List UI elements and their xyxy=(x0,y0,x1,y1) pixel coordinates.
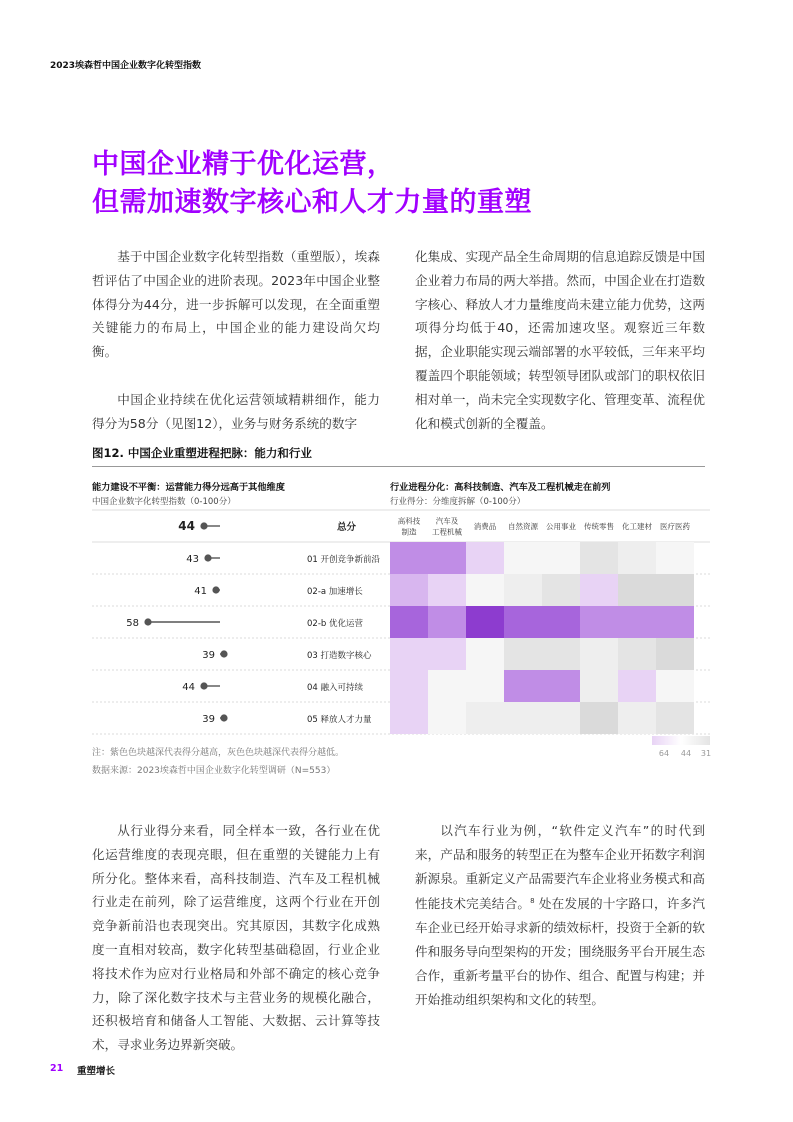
capability-label: 05 释放人才力量 xyxy=(307,715,372,725)
heatmap-cell xyxy=(618,638,656,670)
score-label: 41 xyxy=(194,586,207,597)
heatmap-cell xyxy=(618,606,656,638)
heatmap-cell xyxy=(542,542,580,574)
heatmap-cell xyxy=(580,574,618,606)
heatmap-cell xyxy=(580,606,618,638)
figure-title: 图12. 中国企业重塑进程把脉：能力和行业 xyxy=(92,446,312,460)
heatmap-cell xyxy=(656,574,694,606)
capability-label: 总分 xyxy=(337,522,357,533)
capability-label: 03 打造数字核心 xyxy=(307,651,372,661)
heatmap-cell xyxy=(656,606,694,638)
paragraph: 基于中国企业数字化转型指数（重塑版），埃森哲评估了中国企业的进阶表现。2023年中国企业整体得分为44分，进一步拆解可以发现，在全面重塑关键能力的布局上，中国企业的能力建设尚欠均衡。 xyxy=(92,249,380,360)
heatmap-cell xyxy=(428,638,466,670)
heatmap-cell xyxy=(390,542,428,574)
right-panel-subheading: 行业得分：分维度拆解（0-100分） xyxy=(390,497,526,507)
heatmap-cell xyxy=(428,542,466,574)
heatmap-cell xyxy=(390,606,428,638)
heatmap-cell xyxy=(504,638,542,670)
score-label: 39 xyxy=(202,714,215,725)
heatmap-cell xyxy=(580,702,618,734)
score-label: 44 xyxy=(178,519,195,533)
heatmap-cell xyxy=(656,542,694,574)
figure-source: 数据来源：2023埃森哲中国企业数字化转型调研（N=553） xyxy=(92,766,336,776)
capability-industry-chart xyxy=(92,508,712,760)
footnote-marker: 8 xyxy=(530,897,535,906)
heatmap-cell xyxy=(504,606,542,638)
heatmap-cell xyxy=(428,702,466,734)
heatmap-cell xyxy=(618,542,656,574)
legend-value: 64 xyxy=(658,749,670,758)
heatmap-cell xyxy=(466,638,504,670)
industry-label: 化工建材 xyxy=(622,522,652,531)
heatmap-cell xyxy=(656,638,694,670)
score-dot xyxy=(200,682,207,689)
paragraph: 化集成、实现产品全生命周期的信息追踪反馈是中国企业着力布局的两大举措。然而，中国企业在打造数字核心、释放人才力量维度尚未建立能力优势，这两项得分均低于40，还需加速攻坚。观察近三年数据，企业职能实现云端部署的水平较低，三年来平均覆盖四个职能领域；转型领导团队或部门的职权依旧相对单一，尚未完全实现数字化、管理变革、流程优化和模式创新的全覆盖。 xyxy=(415,249,705,431)
paragraph: 从行业得分来看，同全样本一致，各行业在优化运营维度的表现亮眼，但在重塑的关键能力上有所分化。整体来看，高科技制造、汽车及工程机械行业走在前列，除了运营维度，这两个行业在开创竞争新前沿也表现突出。究其原因，其数字化成熟度一直相对较高，数字化转型基础稳固，行业企业将技术作为应对行业格局和外部不确定的核心竞争力，除了深化数字技术与主营业务的规模化融合，还积极培育和储备人工智能、大数据、云计算等技术，寻求业务边界新突破。 xyxy=(92,823,380,1053)
heatmap-cell xyxy=(542,606,580,638)
heatmap-cell xyxy=(428,606,466,638)
paragraph xyxy=(415,819,705,1012)
heatmap-cell xyxy=(466,542,504,574)
legend-value: 44 xyxy=(680,749,692,758)
right-panel-heading: 行业进程分化：高科技制造、汽车及工程机械走在前列 xyxy=(390,482,611,493)
heatmap-cell xyxy=(504,702,542,734)
heatmap-cell xyxy=(466,606,504,638)
left-panel-heading: 能力建设不平衡：运营能力得分远高于其他维度 xyxy=(92,482,285,493)
heatmap-cell xyxy=(542,638,580,670)
score-dot xyxy=(220,650,227,657)
industry-label: 汽车及 xyxy=(435,516,459,526)
heatmap-cell xyxy=(504,574,542,606)
heatmap-cell xyxy=(580,670,618,702)
paragraph-part: 处在发展的十字路口，许多汽车企业已经开始寻求新的绩效标杆，投资于全新的软件和服务导向型架构的开发；围绕服务平台开展生态合作，重新考量平台的协作、组合、配置与构建；并开始推动组织架构和文化的转型。 xyxy=(415,896,705,1007)
score-label: 58 xyxy=(126,618,139,629)
heatmap-cell xyxy=(466,702,504,734)
score-label: 39 xyxy=(202,650,215,661)
industry-label: 医疗医药 xyxy=(660,522,690,531)
industry-label: 高科技 xyxy=(397,516,421,526)
running-header: 2023埃森哲中国企业数字化转型指数 xyxy=(50,61,202,71)
industry-label: 工程机械 xyxy=(432,527,462,537)
body-column-left xyxy=(92,245,380,436)
heatmap-cell xyxy=(504,670,542,702)
left-panel-subheading: 中国企业数字化转型指数（0-100分） xyxy=(92,497,236,507)
capability-label: 02-b 优化运营 xyxy=(307,619,363,629)
capability-label: 04 融入可持续 xyxy=(307,683,364,693)
capability-label: 01 开创竞争新前沿 xyxy=(307,555,381,565)
heatmap-cell xyxy=(618,670,656,702)
industry-label: 自然资源 xyxy=(508,522,538,531)
body-column-right xyxy=(415,245,705,435)
heatmap-cell xyxy=(542,574,580,606)
score-dot xyxy=(204,554,211,561)
body-column-right-2 xyxy=(415,819,705,1012)
score-label: 44 xyxy=(182,682,195,693)
legend-value: 31 xyxy=(700,749,712,758)
industry-label: 公用事业 xyxy=(546,522,576,531)
page-number: 21 xyxy=(50,1063,64,1074)
title-line-1: 中国企业精于优化运营， xyxy=(92,149,395,180)
score-label: 43 xyxy=(186,554,199,565)
footer-section-title: 重塑增长 xyxy=(77,1066,116,1077)
heatmap-cell xyxy=(466,574,504,606)
score-dot xyxy=(144,618,151,625)
heatmap-cell xyxy=(466,670,504,702)
heatmap-cell xyxy=(542,670,580,702)
heatmap-cell xyxy=(390,638,428,670)
heatmap-cell xyxy=(428,670,466,702)
paragraph-part: 以汽车行业为例，“软件定义汽车”的时代到来，产品和服务的转型正在为整车企业开拓数字利润新源泉。重新定义产品需要汽车企业将业务模式和高性能技术完美结合。 xyxy=(415,823,705,912)
heatmap-cell xyxy=(542,702,580,734)
figure-divider xyxy=(92,466,705,467)
industry-label: 传统零售 xyxy=(584,522,614,531)
industry-label: 消费品 xyxy=(473,522,497,531)
score-dot xyxy=(200,522,207,529)
body-column-left-2 xyxy=(92,819,380,1057)
paragraph: 中国企业持续在优化运营领域精耕细作，能力得分为58分（见图12），业务与财务系统的数字 xyxy=(92,391,380,431)
industry-label: 制造 xyxy=(401,527,417,537)
heatmap-cell xyxy=(656,670,694,702)
legend-bar xyxy=(652,736,710,745)
heatmap-cell xyxy=(618,702,656,734)
heatmap-cell xyxy=(580,542,618,574)
figure-note: 注：紫色色块越深代表得分越高，灰色色块越深代表得分越低。 xyxy=(92,748,345,758)
score-dot xyxy=(220,714,227,721)
capability-label: 02-a 加速增长 xyxy=(307,587,363,597)
heatmap-cell xyxy=(580,638,618,670)
heatmap-cell xyxy=(656,702,694,734)
score-dot xyxy=(212,586,219,593)
heatmap-cell xyxy=(390,670,428,702)
heatmap-cell xyxy=(428,574,466,606)
title-line-2: 但需加速数字核心和人才力量的重塑 xyxy=(92,187,532,218)
heatmap-cell xyxy=(390,574,428,606)
heatmap-cell xyxy=(504,542,542,574)
heatmap-cell xyxy=(390,702,428,734)
page-title xyxy=(92,146,532,222)
heatmap-cell xyxy=(618,574,656,606)
